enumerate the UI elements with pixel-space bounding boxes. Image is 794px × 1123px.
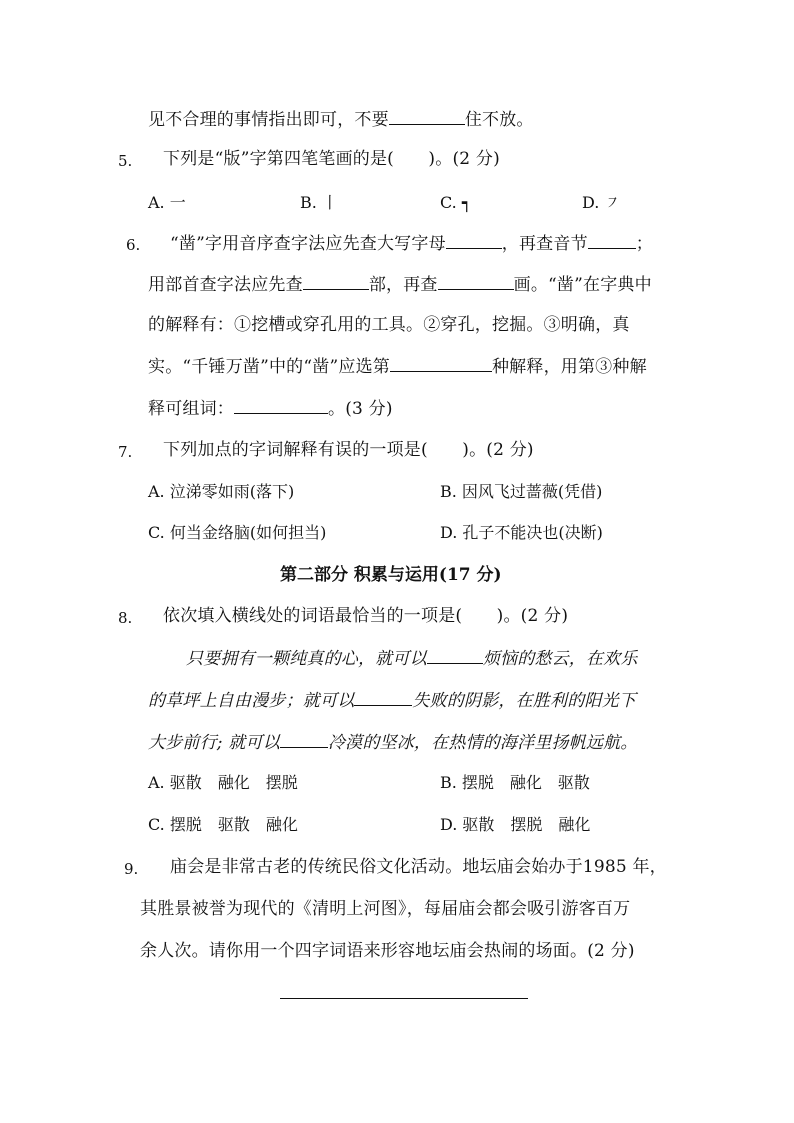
q5-option-a[interactable]: A. 一 [148, 193, 186, 212]
q5-option-b[interactable]: B. 丨 [300, 193, 338, 212]
q8-text-2b: 失败的阴影，在胜利的阳光下 [412, 691, 637, 711]
q6-line-3: 的解释有：①挖槽或穿孔用的工具。②穿孔，挖掘。③明确，真 [148, 315, 630, 335]
q9-line-1: 庙会是非常古老的传统民俗文化活动。地坛庙会始办于1985 年， [170, 857, 667, 877]
q6-blank-letter[interactable] [446, 232, 502, 249]
q8-blank-3[interactable] [280, 731, 328, 748]
q8-option-d[interactable]: D. 驱散 摆脱 融化 [440, 815, 591, 834]
q8-option-c[interactable]: C. 摆脱 驱散 融化 [148, 815, 298, 834]
q8-passage-2 [148, 689, 636, 712]
q8-blank-1[interactable] [427, 647, 483, 664]
q8-text-1a: 只要拥有一颗纯真的心，就可以 [186, 649, 427, 669]
q6-line-5 [148, 397, 393, 420]
q6-text-2b: 部，再查 [368, 275, 438, 295]
q7-option-a[interactable]: A. 泣涕零如雨(落下) [148, 482, 295, 501]
q4-tail-text: 见不合理的事情指出即可，不要 [148, 110, 389, 130]
q8-text-3a: 大步前行; 就可以 [148, 733, 280, 753]
q6-line-1 [170, 232, 653, 255]
q7-number: 7. [118, 443, 133, 461]
q9-number: 9. [124, 860, 139, 878]
q6-text-4b: 种解释，用第③种解 [491, 357, 647, 377]
q9-line-2: 其胜景被誉为现代的《清明上河图》，每届庙会都会吸引游客百万 [140, 899, 631, 919]
q4-tail-line [148, 108, 534, 131]
q5-number: 5. [118, 152, 133, 170]
q8-number: 8. [118, 609, 133, 627]
q5-stem: 下列是“版”字第四笔笔画的是( )。(2 分) [163, 149, 500, 169]
q6-blank-syllable[interactable] [588, 232, 636, 249]
q6-text-1c: ； [635, 234, 653, 254]
q6-text-2a: 用部首查字法应先查 [148, 275, 303, 295]
q6-text-1a: “凿”字用音序查字法应先查大写字母 [170, 234, 446, 254]
q8-text-3b: 冷漠的坚冰，在热情的海洋里扬帆远航。 [327, 733, 638, 753]
q7-option-d[interactable]: D. 孔子不能决也(决断) [440, 523, 603, 542]
q6-line-4 [148, 355, 647, 378]
q7-option-b[interactable]: B. 因风飞过蔷薇(凭借) [440, 482, 603, 501]
q8-stem: 依次填入横线处的词语最恰当的一项是( )。(2 分) [163, 606, 569, 626]
q5-option-c[interactable]: C. ┑ [440, 193, 472, 212]
q5-option-d[interactable]: D. ㇇ [582, 193, 621, 212]
q4-blank[interactable] [389, 108, 465, 125]
section-heading: 第二部分 积累与运用(17 分) [280, 565, 502, 585]
q9-answer-line[interactable] [280, 998, 528, 999]
q8-passage-3 [148, 731, 638, 754]
q6-text-5a: 释可组词： [148, 399, 234, 419]
q9-line-3: 余人次。请你用一个四字词语来形容地坛庙会热闹的场面。(2 分) [140, 941, 635, 961]
q6-text-2c: 画。“凿”在字典中 [513, 275, 652, 295]
q6-text-1b: ，再查音节 [501, 234, 588, 254]
q8-option-b[interactable]: B. 摆脱 融化 驱散 [440, 773, 590, 792]
q6-blank-meaning[interactable] [390, 355, 492, 372]
q6-text-5b: 。(3 分) [328, 399, 393, 419]
q8-passage-1 [186, 647, 638, 670]
q8-text-1b: 烦恼的愁云，在欢乐 [482, 649, 638, 669]
q7-stem: 下列加点的字词解释有误的一项是( )。(2 分) [163, 440, 534, 460]
q6-line-2 [148, 273, 652, 296]
q6-number: 6. [126, 236, 141, 254]
q6-blank-strokes[interactable] [438, 273, 514, 290]
q8-text-2a: 的草坪上自由漫步；就可以 [148, 691, 355, 711]
q6-blank-word[interactable] [234, 397, 328, 414]
q8-option-a[interactable]: A. 驱散 融化 摆脱 [148, 773, 298, 792]
q7-option-c[interactable]: C. 何当金络脑(如何担当) [148, 523, 327, 542]
q8-blank-2[interactable] [354, 689, 412, 706]
q6-blank-radical[interactable] [303, 273, 369, 290]
q6-text-4a: 实。“千锤万凿”中的“凿”应选第 [148, 357, 390, 377]
q4-tail-end: 住不放。 [464, 110, 534, 130]
